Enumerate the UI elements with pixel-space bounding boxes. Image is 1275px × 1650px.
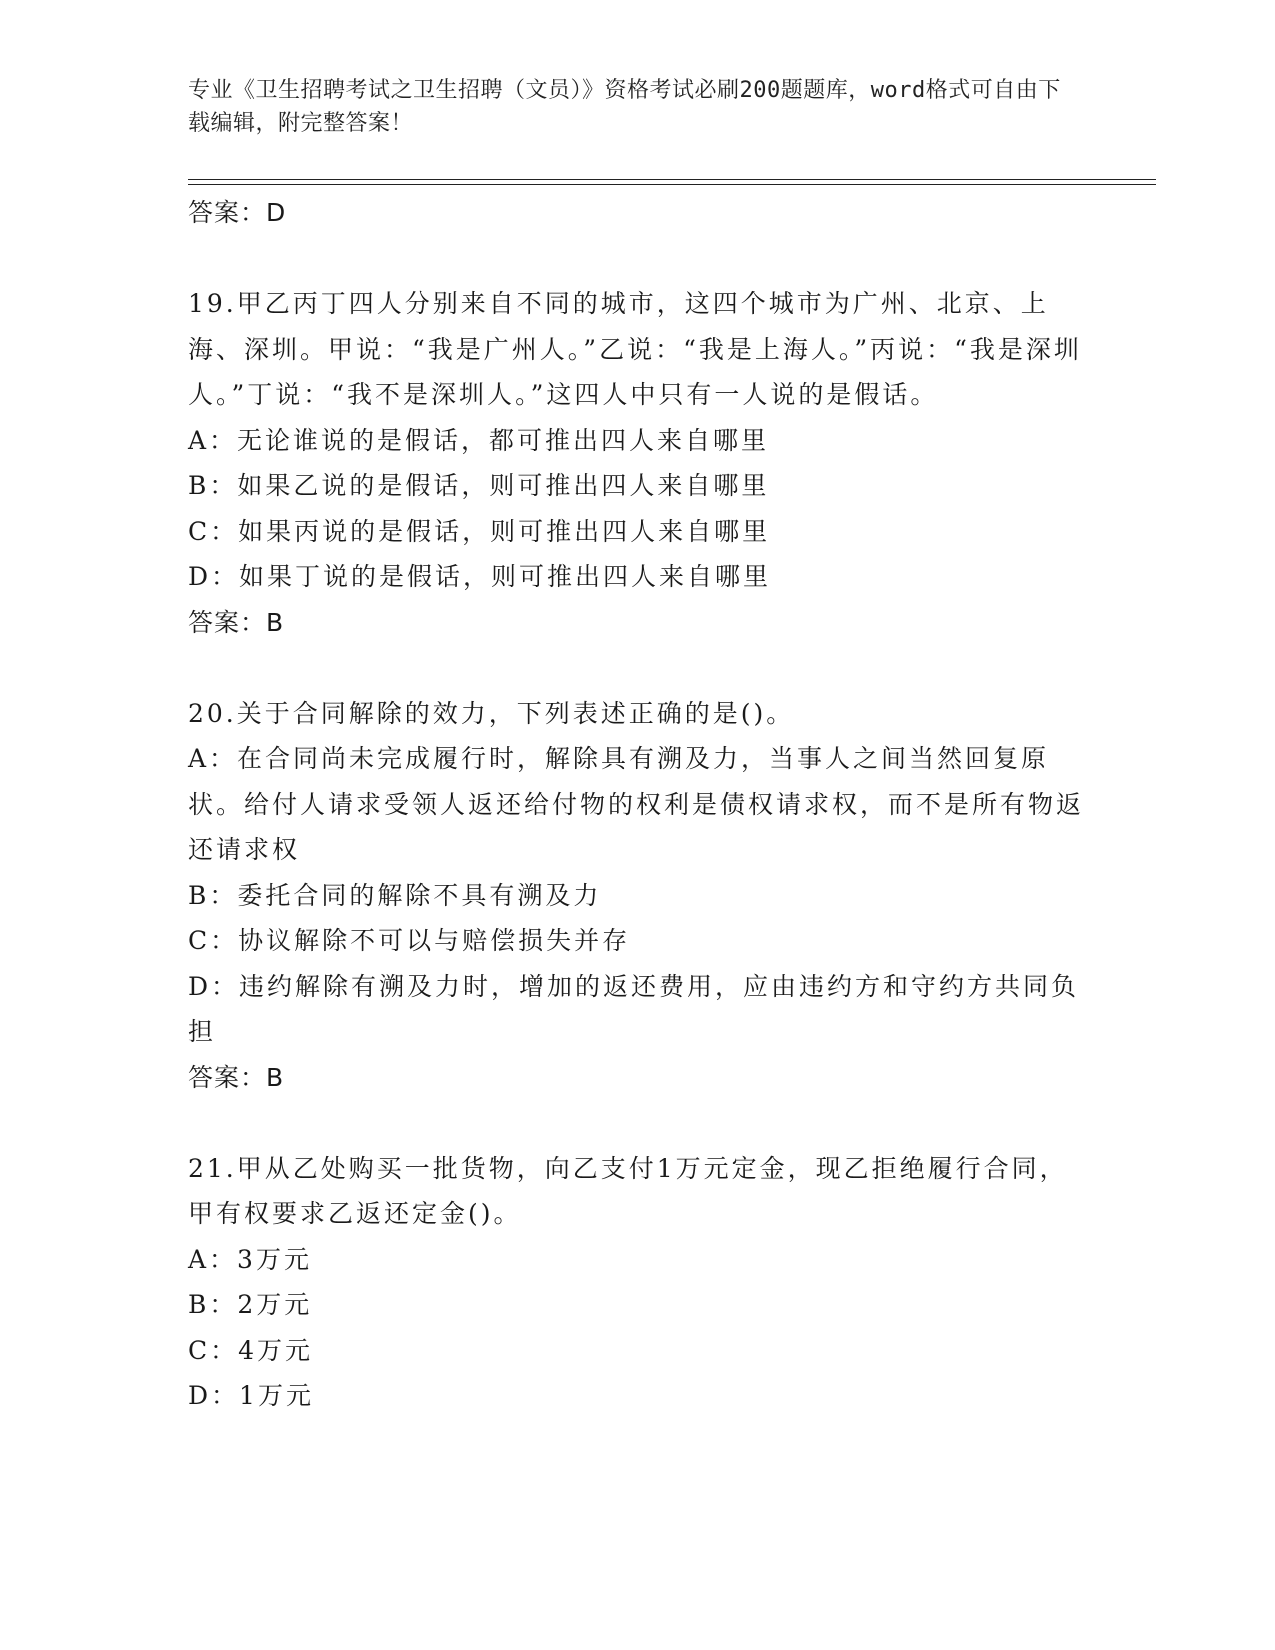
question-block — [188, 281, 1088, 645]
answer-line: 答案：B — [188, 1062, 285, 1092]
answer-line: 答案：B — [188, 607, 285, 637]
spacer — [188, 236, 1088, 282]
option-a: A：在合同尚未完成履行时，解除具有溯及力，当事人之间当然回复原状。给付人请求受领人返还给付物的权利是债权请求权，而不是所有物返还请求权 — [188, 744, 1085, 864]
option-c: C：4万元 — [188, 1335, 314, 1365]
option-c: C：如果丙说的是假话，则可推出四人来自哪里 — [188, 516, 771, 546]
option-c: C：协议解除不可以与赔偿损失并存 — [188, 926, 631, 955]
option-d: D：1万元 — [188, 1381, 314, 1410]
option-d: D：违约解除有溯及力时，增加的返还费用，应由违约方和守约方共同负担 — [188, 971, 1080, 1046]
header-rule-top — [188, 179, 1156, 180]
question-block — [188, 691, 1088, 1101]
option-d: D：如果丁说的是假话，则可推出四人来自哪里 — [188, 562, 772, 591]
page-header: 专业《卫生招聘考试之卫生招聘（文员）》资格考试必刷200题题库，word格式可自由下载编辑，附完整答案！ — [188, 78, 1061, 136]
option-b: B：2万元 — [188, 1290, 313, 1319]
question-stem: 21.甲从乙处购买一批货物，向乙支付1万元定金，现乙拒绝履行合同，甲有权要求乙返还定金()。 — [188, 1153, 1068, 1228]
question-stem: 19.甲乙丙丁四人分别来自不同的城市，这四个城市为广州、北京、上海、深圳。甲说：“我是广州人。”乙说：“我是上海人。”丙说：“我是深圳人。”丁说：“我不是深圳人。”这四人中只有一人说的是假话。 — [188, 289, 1082, 409]
option-b: B：如果乙说的是假话，则可推出四人来自哪里 — [188, 471, 770, 500]
question-stem: 20.关于合同解除的效力，下列表述正确的是()。 — [188, 698, 795, 728]
spacer — [188, 1100, 1088, 1146]
option-a: A：3万元 — [188, 1244, 312, 1274]
spacer — [188, 645, 1088, 691]
answer-line: 答案：D — [188, 198, 287, 227]
header-rule-bottom — [188, 184, 1156, 185]
question-block — [188, 1146, 1088, 1419]
option-a: A：无论谁说的是假话，都可推出四人来自哪里 — [188, 425, 770, 455]
option-b: B：委托合同的解除不具有溯及力 — [188, 880, 602, 910]
question-list — [188, 190, 1088, 1419]
